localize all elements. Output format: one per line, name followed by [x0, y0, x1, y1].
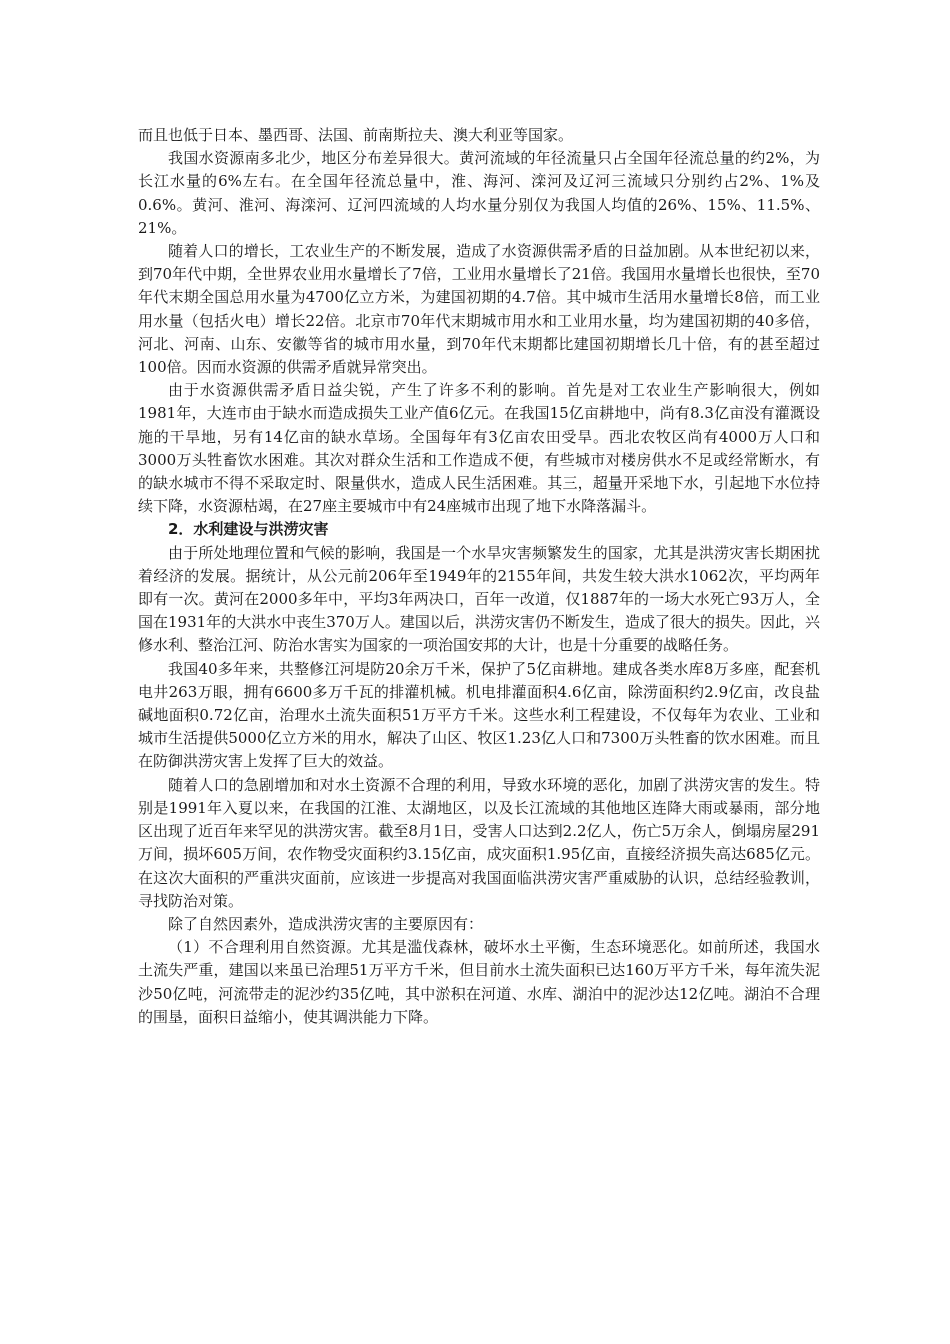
paragraph-water-distribution: 我国水资源南多北少，地区分布差异很大。黄河流域的年径流量只占全国年径流总量的约2%，为长江水量的6%左右。在全国年径流总量中，淮、海河、滦河及辽河三流域只分别约占2%、1%及0.6%。黄河、淮河、海滦河、辽河四流域的人均水量分别仅为我国人均值的26%、15%、11.5%、21%。 — [138, 149, 820, 237]
paragraph-flood-history: 由于所处地理位置和气候的影响，我国是一个水旱灾害频繁发生的国家，尤其是洪涝灾害长期困扰着经济的发展。据统计，从公元前206年至1949年的2155年间，共发生较大洪水1062次，平均两年即有一次。黄河在2000多年中，平均3年两决口，百年一改道，仅1887年的一场大水死亡93万人，全国在1931年的大洪水中丧生370万人。建国以后，洪涝灾害仍不断发生，造成了很大的损失。因此，兴修水利、整治江河、防治水害实为国家的一项治国安邦的大计，也是十分重要的战略任务。 — [138, 543, 820, 655]
paragraph-continuation: 而且也低于日本、墨西哥、法国、前南斯拉夫、澳大利亚等国家。 — [138, 126, 574, 144]
document-page — [138, 124, 820, 1029]
paragraph-cause-1: （1）不合理利用自然资源。尤其是滥伐森林，破坏水土平衡，生态环境恶化。如前所述，我国水土流失严重，建国以来虽已治理51万平方千米，但目前水土流失面积已达160万平方千米，每年流失泥沙50亿吨，河流带走的泥沙约35亿吨，其中淤积在河道、水库、湖泊中的泥沙达12亿吨。湖泊不合理的围垦，面积日益缩小，使其调洪能力下降。 — [138, 938, 820, 1026]
paragraph-water-projects: 我国40多年来，共整修江河堤防20余万千米，保护了5亿亩耕地。建成各类水库8万多座，配套机电井263万眼，拥有6600多万千瓦的排灌机械。机电排灌面积4.6亿亩，除涝面积约2.9亿亩，改良盐碱地面积0.72亿亩，治理水土流失面积51万平方千米。这些水利工程建设，不仅每年为农业、工业和城市生活提供5000亿立方米的用水，解决了山区、牧区1.23亿人口和7300万头牲畜的饮水困难。而且在防御洪涝灾害上发挥了巨大的效益。 — [138, 659, 820, 771]
paragraph-1991-flood: 随着人口的急剧增加和对水土资源不合理的利用，导致水环境的恶化，加剧了洪涝灾害的发生。特别是1991年入夏以来，在我国的江淮、太湖地区，以及长江流域的其他地区连降大雨或暴雨，部分地区出现了近百年来罕见的洪涝灾害。截至8月1日，受害人口达到2.2亿人，伤亡5万余人，倒塌房屋291万间，损坏605万间，农作物受灾面积约3.15亿亩，成灾面积1.95亿亩，直接经济损失高达685亿元。在这次大面积的严重洪灾面前，应该进一步提高对我国面临洪涝灾害严重威胁的认识，总结经验教训，寻找防治对策。 — [138, 775, 820, 910]
section-heading: 2．水利建设与洪涝灾害 — [168, 520, 329, 539]
paragraph-shortage-impact: 由于水资源供需矛盾日益尖锐，产生了许多不利的影响。首先是对工农业生产影响很大，例如1981年，大连市由于缺水而造成损失工业产值6亿元。在我国15亿亩耕地中，尚有8.3亿亩没有灌溉设施的干旱地，另有14亿亩的缺水草场。全国每年有3亿亩农田受旱。西北农牧区尚有4000万人口和3000万头牲畜饮水困难。其次对群众生活和工作造成不便，有些城市对楼房供水不足或经常断水，有的缺水城市不得不采取定时、限量供水，造成人民生活困难。其三，超量开采地下水，引起地下水位持续下降，水资源枯竭，在27座主要城市中有24座城市出现了地下水降落漏斗。 — [138, 381, 820, 516]
paragraph-causes-intro: 除了自然因素外，造成洪涝灾害的主要原因有： — [168, 914, 484, 933]
paragraph-water-demand: 随着人口的增长，工农业生产的不断发展，造成了水资源供需矛盾的日益加剧。从本世纪初以来，到70年代中期，全世界农业用水量增长了7倍，工业用水量增长了21倍。我国用水量增长也很快，至70年代末期全国总用水量为4700亿立方米，为建国初期的4.7倍。其中城市生活用水量增长8倍，而工业用水量（包括火电）增长22倍。北京市70年代末期城市用水和工业用水量，均为建国初期的40多倍，河北、河南、山东、安徽等省的城市用水量，到70年代末期都比建国初期增长几十倍，有的甚至超过100倍。因而水资源的供需矛盾就异常突出。 — [138, 242, 820, 377]
